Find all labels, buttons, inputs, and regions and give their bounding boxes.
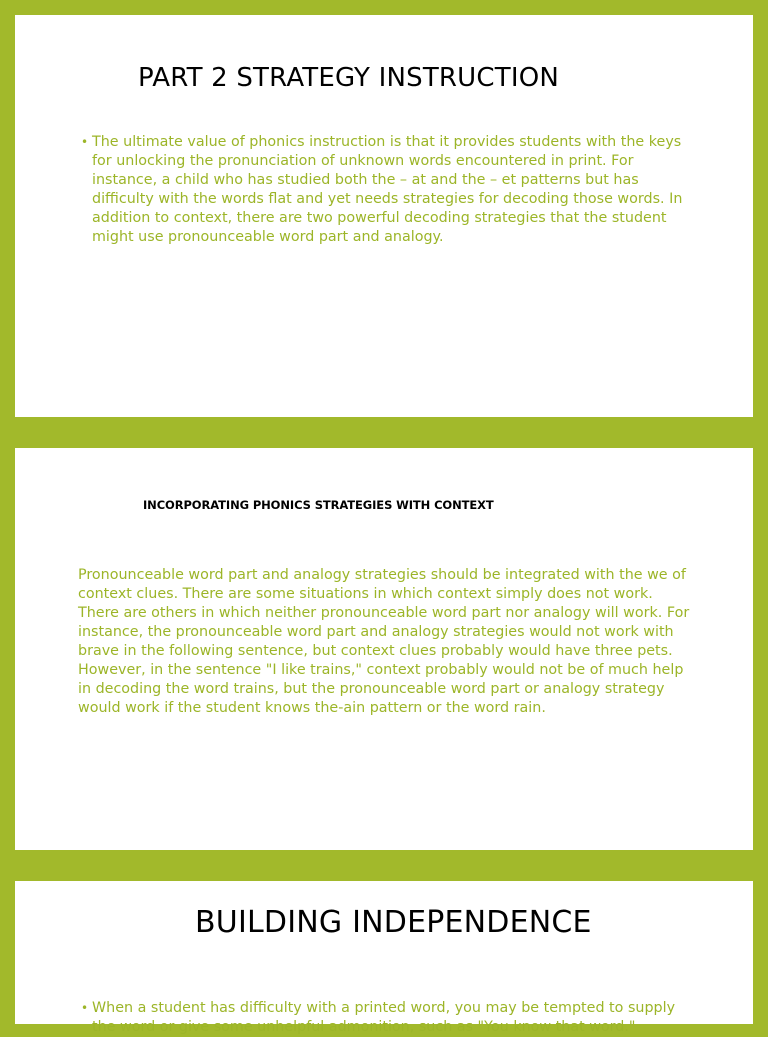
bullet-icon: • — [81, 1001, 89, 1015]
slide-building-independence — [15, 881, 753, 1035]
bullet-icon: • — [81, 135, 89, 149]
slide-incorporating-phonics — [15, 448, 753, 850]
slide-title: PART 2 STRATEGY INSTRUCTION — [138, 63, 560, 93]
slide-strategy-instruction — [15, 15, 753, 417]
bullet-item — [81, 999, 695, 1037]
slide-body-text: Pronounceable word part and analogy strategies should be integrated with the we of context clues. There are some situations in which context simply does not work. There are others in which neither pronounceable word part nor analogy will work. For instance, the pronounceable word part and analogy strategies would not work with brave in the following sentence, but context clues probably would have three pets. However, in the sentence "I like trains," context probably would not be of much help in decoding the word trains, but the pronounceable word part or analogy strategy would work if the student knows the-ain pattern or the word rain. — [78, 567, 690, 716]
slide-title: INCORPORATING PHONICS STRATEGIES WITH CONTEXT — [143, 498, 494, 512]
slide-title: BUILDING INDEPENDENCE — [195, 905, 592, 940]
bullet-item — [81, 133, 695, 247]
bullet-text: When a student has difficulty with a printed word, you may be tempted to supply the word or give some unhelpful admonition, such as "You know that word." — [92, 1000, 676, 1035]
bullet-text: The ultimate value of phonics instruction is that it provides students with the keys for unlocking the pronunciation of unknown words encountered in print. For instance, a child who has studied both the – at and the – et patterns but has difficulty with the words flat and yet needs strategies for decoding those words. In addition to context, there are two powerful decoding strategies that the student might use pronounceable word part and analogy. — [92, 134, 683, 245]
